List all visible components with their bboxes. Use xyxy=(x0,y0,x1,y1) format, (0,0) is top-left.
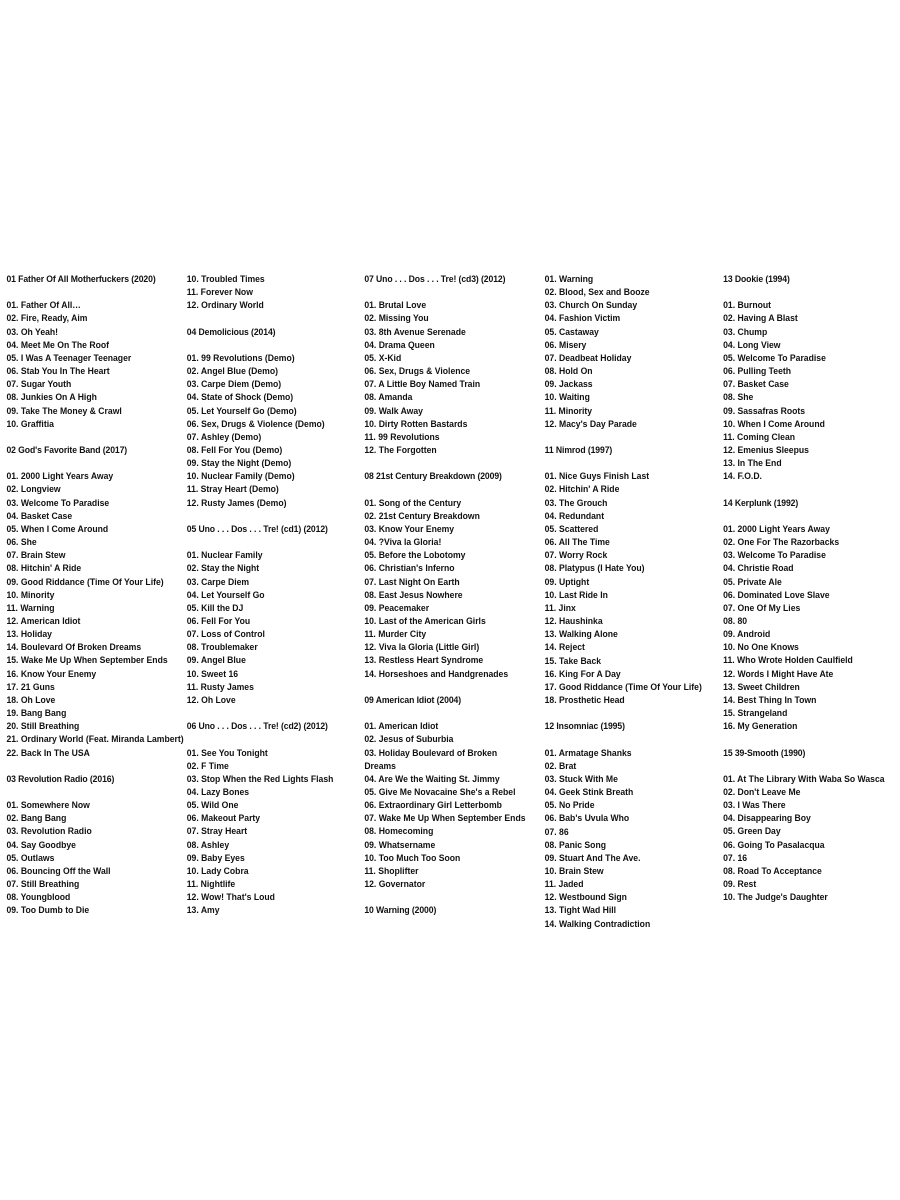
track-item: 08. Youngblood xyxy=(6,891,71,903)
track-item: 11. Minority xyxy=(544,404,593,416)
track-item: 22. Back In The USA xyxy=(6,746,90,758)
track-item: 07. Sugar Youth xyxy=(6,378,72,390)
spacer xyxy=(6,285,181,298)
track-item: 09. Walk Away xyxy=(364,404,423,416)
spacer xyxy=(723,509,900,522)
track-item: 06. Going To Pasalacqua xyxy=(723,838,825,850)
track-item: 03. Chump xyxy=(723,325,768,337)
track-item: 01. Burnout xyxy=(723,299,772,311)
track-item: 06. Sex, Drugs & Violence xyxy=(364,365,471,377)
track-item: 10. Nuclear Family (Demo) xyxy=(186,470,295,482)
track-item: 15. Strangeland xyxy=(723,707,788,719)
spacer xyxy=(6,785,181,798)
album-title: 15 39-Smooth (1990) xyxy=(723,746,806,758)
track-item: 12. Governator xyxy=(364,878,426,890)
track-item: 11. Who Wrote Holden Caulfield xyxy=(723,654,853,666)
track-item: 12. Macy's Day Parade xyxy=(544,417,637,429)
album-title: 10 Warning (2000) xyxy=(364,904,437,916)
track-item: 06. Christian's Inferno xyxy=(364,562,455,574)
column-2 xyxy=(187,272,362,917)
track-item: 14. Reject xyxy=(544,641,585,653)
track-item: 13. Sweet Children xyxy=(723,680,800,692)
spacer xyxy=(364,285,543,298)
album-title: 01 Father Of All Motherfuckers (2020) xyxy=(6,273,156,284)
track-item: 18. Oh Love xyxy=(6,693,56,705)
track-item: 06. Bab's Uvula Who xyxy=(544,812,630,824)
track-item: 12. Rusty James (Demo) xyxy=(186,496,287,508)
track-item: 06. She xyxy=(6,536,37,548)
track-item: 09. Stay the Night (Demo) xyxy=(186,457,292,469)
track-item: 02. One For The Razorbacks xyxy=(723,536,840,548)
track-item: 11. Nightlife xyxy=(186,878,236,890)
track-item: 11. Stray Heart (Demo) xyxy=(186,483,279,495)
track-item: 02. Longview xyxy=(6,483,61,495)
track-item: 12. American Idiot xyxy=(6,615,81,627)
album-title: 11 Nimrod (1997) xyxy=(544,444,613,456)
track-item: 04. Christie Road xyxy=(723,562,794,574)
track-item: 03. Welcome To Paradise xyxy=(6,496,110,508)
track-item: 08. Homecoming xyxy=(364,825,434,837)
track-item: 02. Blood, Sex and Booze xyxy=(544,286,650,298)
track-item: 10. Lady Cobra xyxy=(186,864,249,876)
track-item: 09. Good Riddance (Time Of Your Life) xyxy=(6,575,164,587)
track-item: 04. Are We the Waiting St. Jimmy xyxy=(364,772,500,784)
track-item: 10. Sweet 16 xyxy=(186,667,239,679)
track-item: 02. Missing You xyxy=(364,312,429,324)
track-item: 07. Stray Heart xyxy=(186,825,248,837)
track-item: 09. Sassafras Roots xyxy=(723,404,806,416)
track-item: 06. Makeout Party xyxy=(186,812,261,824)
track-item: 01. 2000 Light Years Away xyxy=(723,522,830,534)
track-item: 01. 99 Revolutions (Demo) xyxy=(186,351,295,363)
track-item: 01. 2000 Light Years Away xyxy=(6,470,114,482)
track-item: 14. Best Thing In Town xyxy=(723,693,817,705)
track-item: 08. Panic Song xyxy=(544,838,606,850)
album-title: 06 Uno . . . Dos . . . Tre! (cd2) (2012) xyxy=(186,720,328,732)
track-item: 08. East Jesus Nowhere xyxy=(364,588,463,600)
track-item: 08. Fell For You (Demo) xyxy=(186,444,283,455)
track-item: 11. Jinx xyxy=(544,601,576,613)
track-item: 03. 8th Avenue Serenade xyxy=(364,325,466,337)
spacer xyxy=(6,759,181,772)
spacer xyxy=(545,430,724,443)
track-item: 04. Disappearing Boy xyxy=(723,812,811,824)
track-item: 09. Rest xyxy=(723,878,757,890)
track-item: 07. Wake Me Up When September Ends xyxy=(364,812,526,824)
track-item: 06. Misery xyxy=(544,338,587,350)
track-item: 12. Westbound Sign xyxy=(544,891,627,903)
track-item: 06. Dominated Love Slave xyxy=(723,588,830,600)
track-item: 05. Let Yourself Go (Demo) xyxy=(186,404,297,416)
track-item: 05. No Pride xyxy=(544,799,595,811)
track-item: 04. State of Shock (Demo) xyxy=(186,391,294,403)
track-item: 10. The Judge's Daughter xyxy=(723,891,828,903)
track-item: 08. Road To Acceptance xyxy=(723,864,822,876)
track-item: 02. Stay the Night xyxy=(186,562,260,574)
spacer xyxy=(187,311,362,324)
track-item: 11. 99 Revolutions xyxy=(364,430,440,442)
track-item: 11. Forever Now xyxy=(186,286,253,298)
track-item: 14. Horseshoes and Handgrenades xyxy=(364,667,509,679)
track-item: 06. Extraordinary Girl Letterbomb xyxy=(364,799,502,811)
track-item: 05. Welcome To Paradise xyxy=(723,351,826,363)
track-item: 01. Warning xyxy=(544,273,594,284)
spacer xyxy=(6,456,181,469)
spacer xyxy=(545,732,724,745)
track-item: 13. Restless Heart Syndrome xyxy=(364,654,484,666)
track-item: 07. A Little Boy Named Train xyxy=(364,378,481,390)
track-item: 07. 16 xyxy=(723,851,748,863)
spacer xyxy=(187,706,362,719)
track-item: 08. Hitchin' A Ride xyxy=(6,562,82,574)
track-item: 02. Fire, Ready, Aim xyxy=(6,312,88,324)
track-item: 02. Having A Blast xyxy=(723,312,798,324)
track-item: 02. Jesus of Suburbia xyxy=(364,733,454,745)
track-item: 02. F Time xyxy=(186,759,229,771)
column-3 xyxy=(364,272,543,930)
track-item: 12. Words I Might Have Ate xyxy=(723,667,834,679)
track-item: 01. Brutal Love xyxy=(364,299,427,311)
track-item: 18. Prosthetic Head xyxy=(544,693,625,705)
track-item: 12. Oh Love xyxy=(186,693,236,705)
track-item: 09. Peacemaker xyxy=(364,601,430,613)
track-item: 17. Good Riddance (Time Of Your Life) xyxy=(544,680,702,692)
track-item: 01. Father Of All… xyxy=(6,299,81,311)
track-item: 03. Holiday Boulevard of Broken Dreams xyxy=(364,746,498,771)
track-item: 10. Brain Stew xyxy=(544,864,604,876)
spacer xyxy=(187,509,362,522)
album-title: 14 Kerplunk (1992) xyxy=(723,496,799,508)
album-title: 13 Dookie (1994) xyxy=(723,273,790,284)
track-item: 04. Basket Case xyxy=(6,509,73,521)
column-4 xyxy=(545,272,724,930)
track-item: 10. Too Much Too Soon xyxy=(364,851,461,863)
track-item: 20. Still Breathing xyxy=(6,720,80,732)
track-item: 13. Amy xyxy=(186,904,220,916)
track-item: 05. Scattered xyxy=(544,522,599,534)
track-item: 10. Waiting xyxy=(544,391,590,403)
track-item: 05. Green Day xyxy=(723,825,781,837)
track-item: 12. The Forgotten xyxy=(364,444,437,456)
track-item: 05. X-Kid xyxy=(364,351,402,363)
track-item: 07. 86 xyxy=(544,825,569,837)
track-item: 08. She xyxy=(723,391,754,403)
track-item: 02. Brat xyxy=(544,759,577,771)
spacer xyxy=(545,456,724,469)
track-item: 06. Stab You In The Heart xyxy=(6,365,110,377)
spacer xyxy=(364,890,543,903)
track-item: 01. Somewhere Now xyxy=(6,799,90,811)
track-item: 11. Shoplifter xyxy=(364,864,419,876)
spacer xyxy=(187,535,362,548)
track-item: 12. Haushinka xyxy=(544,615,603,627)
column-5 xyxy=(723,272,900,903)
track-item: 03. Church On Sunday xyxy=(544,299,638,311)
column-1 xyxy=(6,272,184,917)
track-item: 01. Song of the Century xyxy=(364,496,462,508)
track-item: 01. At The Library With Waba So Wasca xyxy=(723,772,885,784)
track-item: 16. Know Your Enemy xyxy=(6,667,97,679)
track-item: 07. Ashley (Demo) xyxy=(186,430,262,442)
track-item: 13. Tight Wad Hill xyxy=(544,904,617,916)
track-item: 10. No One Knows xyxy=(723,641,799,653)
spacer xyxy=(723,482,900,495)
track-item: 08. Platypus (I Hate You) xyxy=(544,562,645,574)
track-item: 14. Boulevard Of Broken Dreams xyxy=(6,641,142,653)
track-item: 04. Say Goodbye xyxy=(6,838,76,850)
track-item: 03. Revolution Radio xyxy=(6,825,92,837)
track-item: 03. I Was There xyxy=(723,799,786,811)
track-item: 04. Let Yourself Go xyxy=(186,588,265,600)
track-item: 02. Angel Blue (Demo) xyxy=(186,365,278,377)
spacer xyxy=(723,759,900,772)
album-title: 05 Uno . . . Dos . . . Tre! (cd1) (2012) xyxy=(186,522,328,534)
track-item: 11. Coming Clean xyxy=(723,430,796,442)
track-item: 10. Last of the American Girls xyxy=(364,615,486,627)
track-item: 07. Basket Case xyxy=(723,378,789,390)
track-item: 07. Last Night On Earth xyxy=(364,575,460,587)
spacer xyxy=(364,706,543,719)
track-item: 09. Jackass xyxy=(544,378,593,390)
spacer xyxy=(187,732,362,745)
spacer xyxy=(723,732,900,745)
spacer xyxy=(364,680,543,693)
album-title: 03 Revolution Radio (2016) xyxy=(6,772,115,784)
track-item: 06. All The Time xyxy=(544,536,610,548)
track-item: 01. American Idiot xyxy=(364,720,439,732)
track-item: 03. The Grouch xyxy=(544,496,608,508)
track-item: 02. Bang Bang xyxy=(6,812,67,824)
track-item: 03. Carpe Diem xyxy=(186,575,250,587)
track-item: 02. 21st Century Breakdown xyxy=(364,509,480,521)
track-item: 10. Graffitia xyxy=(6,417,54,429)
track-item: 01. See You Tonight xyxy=(186,746,268,758)
spacer xyxy=(6,430,181,443)
track-item: 10. Last Ride In xyxy=(544,588,608,600)
spacer xyxy=(723,285,900,298)
track-item: 05. Kill the DJ xyxy=(186,601,244,613)
track-item: 19. Bang Bang xyxy=(6,707,67,719)
album-title: 04 Demolicious (2014) xyxy=(186,325,276,337)
spacer xyxy=(364,482,543,495)
track-item: 11. Rusty James xyxy=(186,680,254,692)
track-item: 05. Wild One xyxy=(186,799,239,811)
track-item: 05. Before the Lobotomy xyxy=(364,549,466,561)
track-item: 14. F.O.D. xyxy=(723,470,762,482)
track-item: 01. Nuclear Family xyxy=(186,549,263,561)
track-item: 09. Uptight xyxy=(544,575,590,587)
track-item: 10. Minority xyxy=(6,588,55,600)
track-item: 13. In The End xyxy=(723,457,782,469)
track-item: 07. Still Breathing xyxy=(6,878,80,890)
track-item: 03. Oh Yeah! xyxy=(6,325,59,337)
track-item: 04. Meet Me On The Roof xyxy=(6,338,110,350)
track-item: 07. Loss of Control xyxy=(186,628,265,640)
track-item: 10. Dirty Rotten Bastards xyxy=(364,417,468,429)
track-item: 11. Jaded xyxy=(544,878,584,890)
album-title: 12 Insomniac (1995) xyxy=(544,720,625,732)
track-item: 08. Troublemaker xyxy=(186,641,258,653)
album-title: 08 21st Century Breakdown (2009) xyxy=(364,470,502,482)
track-item: 09. Baby Eyes xyxy=(186,851,245,863)
track-item: 07. Worry Rock xyxy=(544,549,608,561)
track-item: 04. ?Viva la Gloria! xyxy=(364,536,442,548)
track-item: 07. Brain Stew xyxy=(6,549,66,561)
track-item: 05. When I Come Around xyxy=(6,522,109,534)
track-item: 09. Android xyxy=(723,628,771,640)
track-item: 16. My Generation xyxy=(723,720,798,732)
track-item: 09. Angel Blue xyxy=(186,654,246,666)
track-item: 10. Troubled Times xyxy=(186,273,265,284)
track-item: 04. Lazy Bones xyxy=(186,786,250,797)
track-item: 17. 21 Guns xyxy=(6,680,55,692)
album-title: 09 American Idiot (2004) xyxy=(364,693,462,705)
spacer xyxy=(187,338,362,351)
track-item: 11. Murder City xyxy=(364,628,427,640)
track-item: 08. Hold On xyxy=(544,365,593,377)
track-item: 04. Fashion Victim xyxy=(544,312,621,324)
track-item: 04. Geek Stink Breath xyxy=(544,786,634,798)
spacer xyxy=(545,706,724,719)
track-item: 04. Long View xyxy=(723,338,781,350)
track-item: 11. Warning xyxy=(6,601,55,613)
track-item: 05. Give Me Novacaine She's a Rebel xyxy=(364,786,516,798)
track-item: 10. When I Come Around xyxy=(723,417,825,429)
track-item: 06. Sex, Drugs & Violence (Demo) xyxy=(186,417,325,429)
track-item: 03. Stuck With Me xyxy=(544,772,618,784)
track-item: 01. Armatage Shanks xyxy=(544,746,632,758)
album-title: 07 Uno . . . Dos . . . Tre! (cd3) (2012) xyxy=(364,273,506,284)
track-item: 14. Walking Contradiction xyxy=(544,917,651,929)
track-item: 08. Ashley xyxy=(186,838,230,850)
track-item: 05. Outlaws xyxy=(6,851,55,863)
track-item: 21. Ordinary World (Feat. Miranda Lambert) xyxy=(6,733,184,745)
track-item: 13. Walking Alone xyxy=(544,628,618,640)
track-item: 08. 80 xyxy=(723,615,748,627)
track-item: 07. Deadbeat Holiday xyxy=(544,351,632,363)
track-item: 06. Fell For You xyxy=(186,615,251,626)
track-item: 12. Emenius Sleepus xyxy=(723,444,809,456)
album-title: 02 God's Favorite Band (2017) xyxy=(6,444,128,455)
track-item: 09. Whatsername xyxy=(364,838,436,850)
track-item: 13. Holiday xyxy=(6,628,52,640)
track-item: 05. Private Ale xyxy=(723,575,782,587)
track-item: 12. Viva la Gloria (Little Girl) xyxy=(364,641,480,653)
track-item: 06. Pulling Teeth xyxy=(723,365,792,377)
track-item: 03. Carpe Diem (Demo) xyxy=(186,378,282,390)
track-item: 01. Nice Guys Finish Last xyxy=(544,470,650,482)
track-item: 09. Too Dumb to Die xyxy=(6,904,90,916)
track-item: 03. Welcome To Paradise xyxy=(723,549,826,561)
track-item: 02. Don't Leave Me xyxy=(723,786,801,798)
track-item: 07. One Of My Lies xyxy=(723,601,801,613)
track-item: 16. King For A Day xyxy=(544,667,621,679)
spacer xyxy=(364,456,543,469)
track-item: 04. Redundant xyxy=(544,509,605,521)
spacer xyxy=(364,917,543,930)
track-item: 09. Stuart And The Ave. xyxy=(544,851,641,863)
track-item: 04. Drama Queen xyxy=(364,338,435,350)
track-item: 03. Stop When the Red Lights Flash xyxy=(186,772,334,784)
track-item: 08. Amanda xyxy=(364,391,413,403)
track-item: 08. Junkies On A High xyxy=(6,391,97,403)
track-item: 15. Wake Me Up When September Ends xyxy=(6,654,168,666)
track-item: 15. Take Back xyxy=(544,654,602,666)
track-item: 03. Know Your Enemy xyxy=(364,522,455,534)
track-item: 12. Ordinary World xyxy=(186,299,264,311)
track-item: 05. Castaway xyxy=(544,325,599,337)
track-item: 09. Take The Money & Crawl xyxy=(6,404,122,416)
track-item: 02. Hitchin' A Ride xyxy=(544,483,620,495)
track-item: 12. Wow! That's Loud xyxy=(186,891,275,903)
track-item: 05. I Was A Teenager Teenager xyxy=(6,351,132,363)
track-item: 06. Bouncing Off the Wall xyxy=(6,864,111,876)
